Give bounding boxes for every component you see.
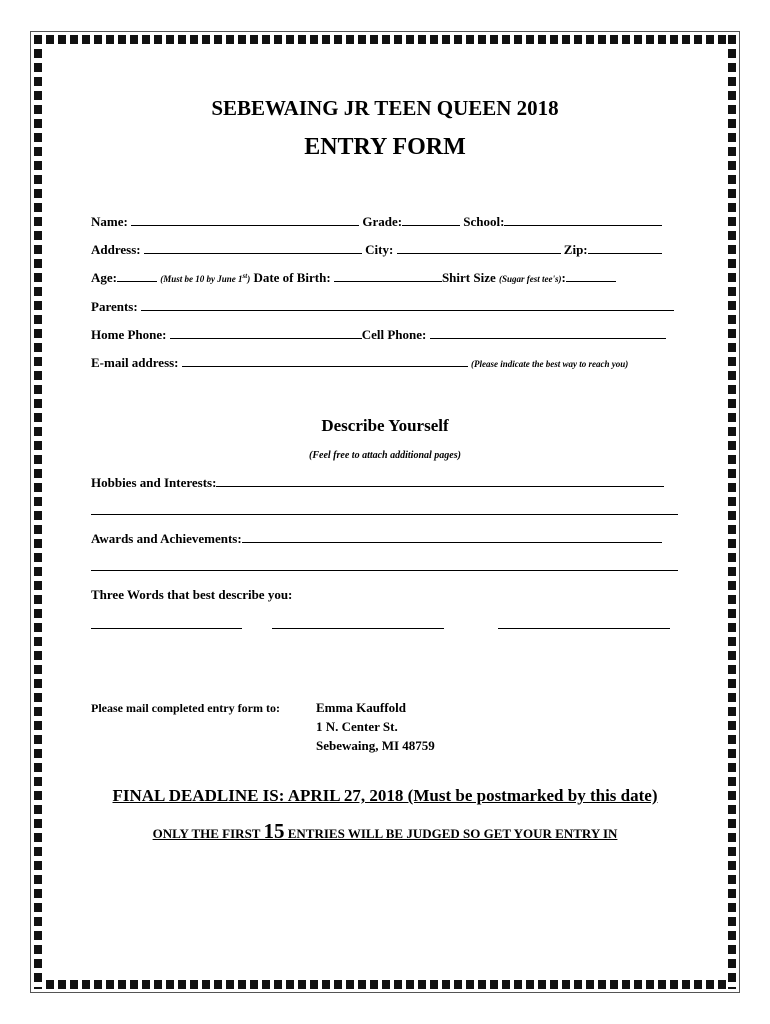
name-row xyxy=(91,214,678,230)
address-label: Address: xyxy=(91,242,144,257)
describe-note: (Feel free to attach additional pages) xyxy=(309,450,461,461)
cell-phone-label: Cell Phone: xyxy=(361,327,430,342)
three-words-row xyxy=(91,587,678,603)
school-label: School: xyxy=(463,214,505,229)
name-label: Name: xyxy=(91,214,132,229)
word-1-field[interactable] xyxy=(91,628,242,629)
email-label: E-mail address: xyxy=(91,355,182,370)
form-subtitle: ENTRY FORM xyxy=(304,134,466,160)
home-phone-label: Home Phone: xyxy=(91,327,170,342)
zip-field[interactable] xyxy=(588,243,662,254)
shirt-label: Shirt Size xyxy=(441,270,500,285)
mail-recipient: Emma Kauffold xyxy=(316,700,406,715)
parents-label: Parents: xyxy=(91,299,141,314)
hobbies-label: Hobbies and Interests: xyxy=(91,475,217,490)
parents-row xyxy=(91,299,678,315)
dob-label: Date of Birth: xyxy=(253,270,334,285)
parents-field[interactable] xyxy=(141,300,674,311)
awards-label: Awards and Achievements: xyxy=(91,531,242,546)
email-note: (Please indicate the best way to reach you) xyxy=(471,359,629,369)
city-label: City: xyxy=(365,242,397,257)
email-field[interactable] xyxy=(182,356,468,367)
page-border xyxy=(30,31,740,993)
home-phone-field[interactable] xyxy=(170,328,362,339)
hobbies-line-2[interactable] xyxy=(91,514,678,515)
awards-line-2[interactable] xyxy=(91,570,678,571)
shirt-note: (Sugar fest tee's) xyxy=(499,274,562,284)
border-right xyxy=(728,35,736,989)
describe-heading: Describe Yourself xyxy=(321,416,449,435)
address-row xyxy=(91,242,678,258)
school-field[interactable] xyxy=(504,215,662,226)
age-label: Age: xyxy=(91,270,117,285)
dob-field[interactable] xyxy=(334,271,442,282)
hobbies-row xyxy=(91,475,678,491)
address-field[interactable] xyxy=(144,243,362,254)
grade-label: Grade: xyxy=(362,214,403,229)
mail-city: Sebewaing, MI 48759 xyxy=(316,738,435,753)
age-field[interactable] xyxy=(117,271,157,282)
awards-row xyxy=(91,531,678,547)
mail-street: 1 N. Center St. xyxy=(316,719,398,734)
grade-field[interactable] xyxy=(402,215,460,226)
email-row xyxy=(91,355,678,371)
word-3-field[interactable] xyxy=(498,628,670,629)
entry-limit-number: 15 xyxy=(263,819,285,843)
cell-phone-field[interactable] xyxy=(430,328,666,339)
border-bottom xyxy=(34,980,736,989)
zip-label: Zip: xyxy=(563,242,588,257)
age-row: Age: (Must be 10 by June 1st) Date of Birth: Shirt Size (Sugar fest tee's): xyxy=(91,270,678,286)
three-words-label: Three Words that best describe you: xyxy=(91,587,293,602)
hobbies-field[interactable] xyxy=(216,476,664,487)
border-top xyxy=(34,35,736,44)
form-title: SEBEWAING JR TEEN QUEEN 2018 xyxy=(211,96,559,120)
deadline-notice: FINAL DEADLINE IS: APRIL 27, 2018 (Must be postmarked by this date) xyxy=(112,786,658,805)
city-field[interactable] xyxy=(397,243,561,254)
word-2-field[interactable] xyxy=(272,628,444,629)
entry-limit-notice: ONLY THE FIRST 15 ENTRIES WILL BE JUDGED SO GET YOUR ENTRY IN xyxy=(152,819,618,843)
phone-row xyxy=(91,327,678,343)
awards-field[interactable] xyxy=(242,532,662,543)
shirt-field[interactable] xyxy=(566,271,616,282)
mail-label: Please mail completed entry form to: xyxy=(91,701,280,715)
border-left xyxy=(34,35,42,989)
age-note: (Must be 10 by June 1st) xyxy=(160,272,251,284)
name-field[interactable] xyxy=(131,215,359,226)
